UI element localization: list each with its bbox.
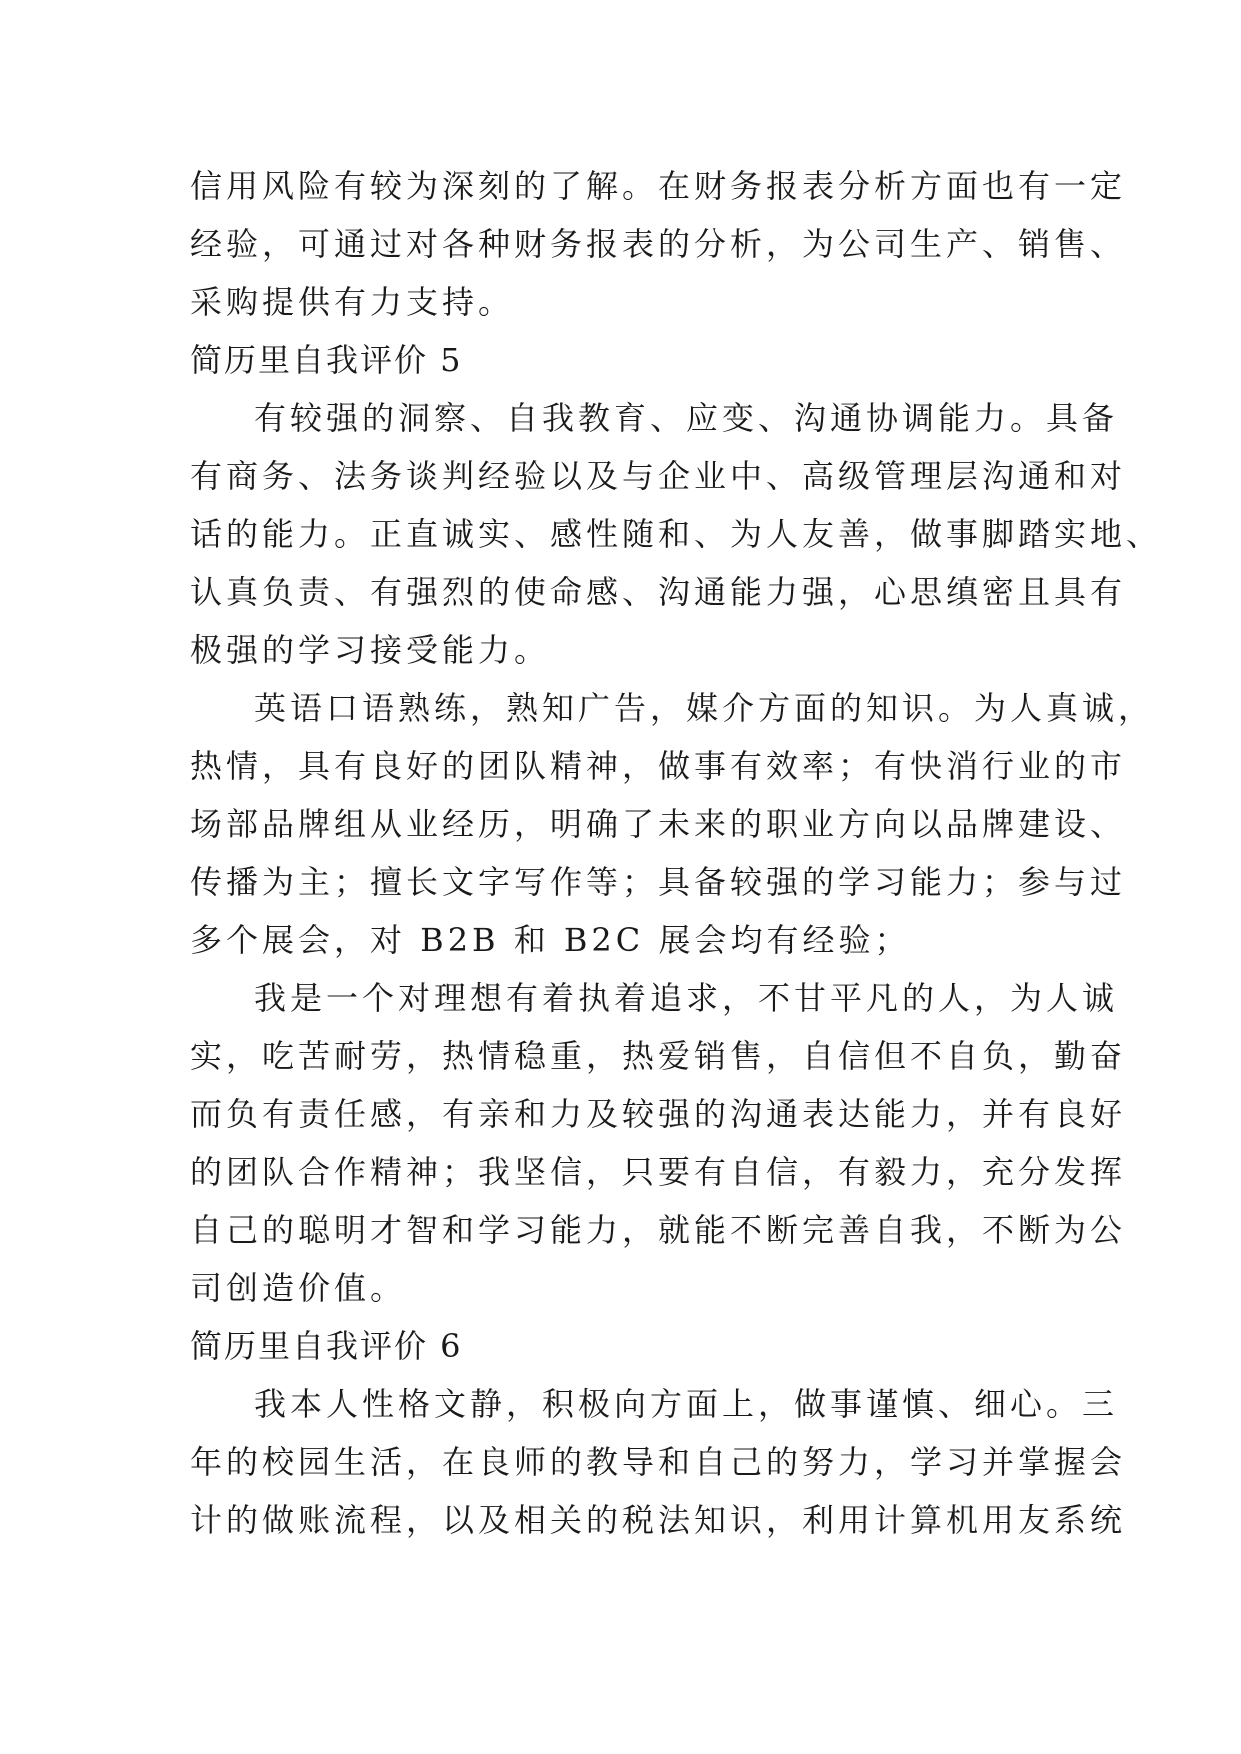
text-line: 有较强的洞察、自我教育、应变、沟通协调能力。具备: [254, 399, 1119, 437]
text-line: 实，吃苦耐劳，热情稳重，热爱销售，自信但不自负，勤奋: [190, 1037, 1127, 1075]
text-line: 有商务、法务谈判经验以及与企业中、高级管理层沟通和对: [190, 457, 1127, 495]
document-page: [190, 157, 1163, 1549]
paragraph: [190, 389, 1163, 679]
text-line: 司创造价值。: [190, 1269, 407, 1307]
paragraph: [190, 1375, 1127, 1549]
section-heading: 简历里自我评价 6: [190, 1327, 463, 1365]
text-line: 自己的聪明才智和学习能力，就能不断完善自我，不断为公: [190, 1211, 1127, 1249]
text-line: 经验，可通过对各种财务报表的分析，为公司生产、销售、: [190, 225, 1127, 263]
text-line: 而负有责任感，有亲和力及较强的沟通表达能力，并有良好: [190, 1095, 1127, 1133]
text-line: 话的能力。正直诚实、感性随和、为人友善，做事脚踏实地、: [190, 515, 1163, 553]
text-line: 采购提供有力支持。: [190, 283, 515, 321]
text-line: 传播为主；擅长文字写作等；具备较强的学习能力；参与过: [190, 863, 1127, 901]
text-line: 认真负责、有强烈的使命感、沟通能力强，心思缜密且具有: [190, 573, 1127, 611]
text-line: 计的做账流程，以及相关的税法知识，利用计算机用友系统: [190, 1501, 1127, 1539]
paragraph: [190, 969, 1127, 1317]
text-line: 多个展会，对 B2B 和 B2C 展会均有经验；: [190, 921, 911, 959]
section-heading: 简历里自我评价 5: [190, 341, 463, 379]
text-line: 极强的学习接受能力。: [190, 631, 551, 669]
text-line: 我是一个对理想有着执着追求，不甘平凡的人，为人诚: [254, 979, 1119, 1017]
continuation-paragraph: [190, 157, 1127, 331]
text-line: 场部品牌组从业经历，明确了未来的职业方向以品牌建设、: [190, 805, 1127, 843]
text-line: 我本人性格文静，积极向方面上，做事谨慎、细心。三: [254, 1385, 1119, 1423]
paragraph: [190, 679, 1155, 969]
text-line: 热情，具有良好的团队精神，做事有效率；有快消行业的市: [190, 747, 1127, 785]
text-line: 年的校园生活，在良师的教导和自己的努力，学习并掌握会: [190, 1443, 1127, 1481]
text-line: 的团队合作精神；我坚信，只要有自信，有毅力，充分发挥: [190, 1153, 1127, 1191]
text-line: 英语口语熟练，熟知广告，媒介方面的知识。为人真诚，: [254, 689, 1155, 727]
text-line: 信用风险有较为深刻的了解。在财务报表分析方面也有一定: [190, 167, 1127, 205]
